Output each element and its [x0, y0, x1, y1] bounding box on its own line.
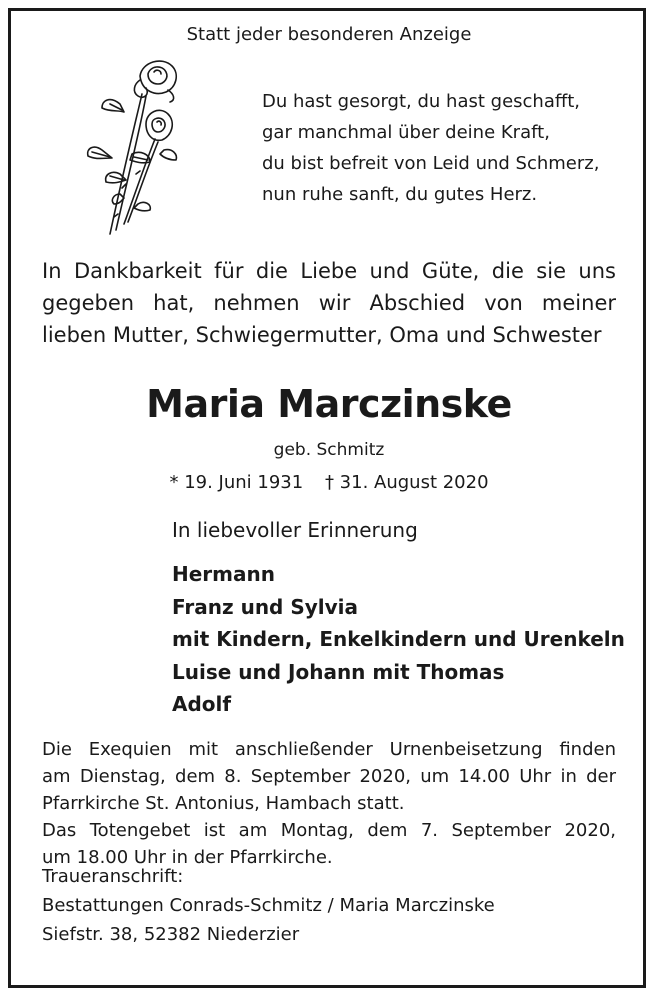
poem-line: Du hast gesorgt, du hast geschafft, — [262, 91, 581, 112]
poem-line: gar manchmal über deine Kraft, — [262, 122, 550, 143]
service-info-line: Pfarrkirche St. Antonius, Hambach statt. — [42, 793, 405, 814]
mourner-item: Adolf — [172, 692, 232, 716]
address-line: Siefstr. 38, 52382 Niederzier — [42, 924, 300, 945]
address-line: Bestattungen Conrads-Schmitz / Maria Marczinske — [42, 895, 495, 916]
poem — [262, 86, 599, 210]
rose-illustration-icon — [80, 54, 190, 244]
service-info — [42, 736, 616, 871]
mourners-list — [172, 558, 625, 721]
service-info-line: am Dienstag, dem 8. September 2020, um 14.00 Uhr in der — [42, 766, 616, 787]
mourning-address — [42, 862, 495, 949]
maiden-name: geb. Schmitz — [273, 440, 385, 460]
notice-header: Statt jeder besonderen Anzeige — [186, 24, 472, 45]
service-info-line: Das Totengebet ist am Montag, dem 7. September 2020, — [42, 820, 616, 841]
mourner-item: Franz und Sylvia — [172, 594, 359, 619]
death-date: † 31. August 2020 — [324, 472, 489, 493]
address-line: Traueranschrift: — [42, 866, 184, 887]
deceased-name: Maria Marczinske — [146, 382, 512, 426]
poem-line: du bist befreit von Leid und Schmerz, — [262, 153, 600, 174]
mourner-item: Luise und Johann mit Thomas — [172, 659, 505, 684]
birth-date: * 19. Juni 1931 — [169, 472, 304, 493]
life-dates — [0, 472, 658, 493]
service-info-line: um 18.00 Uhr in der Pfarrkirche. — [42, 847, 333, 868]
poem-line: nun ruhe sanft, du gutes Herz. — [262, 184, 538, 205]
mourner-item: mit Kindern, Enkelkindern und Urenkeln — [172, 627, 625, 651]
intro-line: lieben Mutter, Schwiegermutter, Oma und Schwester — [42, 323, 602, 347]
intro-text — [42, 255, 616, 351]
intro-line: gegeben hat, nehmen wir Abschied von meiner — [42, 291, 616, 315]
service-info-line: Die Exequien mit anschließender Urnenbeisetzung finden — [42, 739, 616, 760]
memory-line: In liebevoller Erinnerung — [172, 518, 418, 542]
intro-line: In Dankbarkeit für die Liebe und Güte, die sie uns — [42, 259, 616, 283]
mourner-item: Hermann — [172, 562, 275, 586]
